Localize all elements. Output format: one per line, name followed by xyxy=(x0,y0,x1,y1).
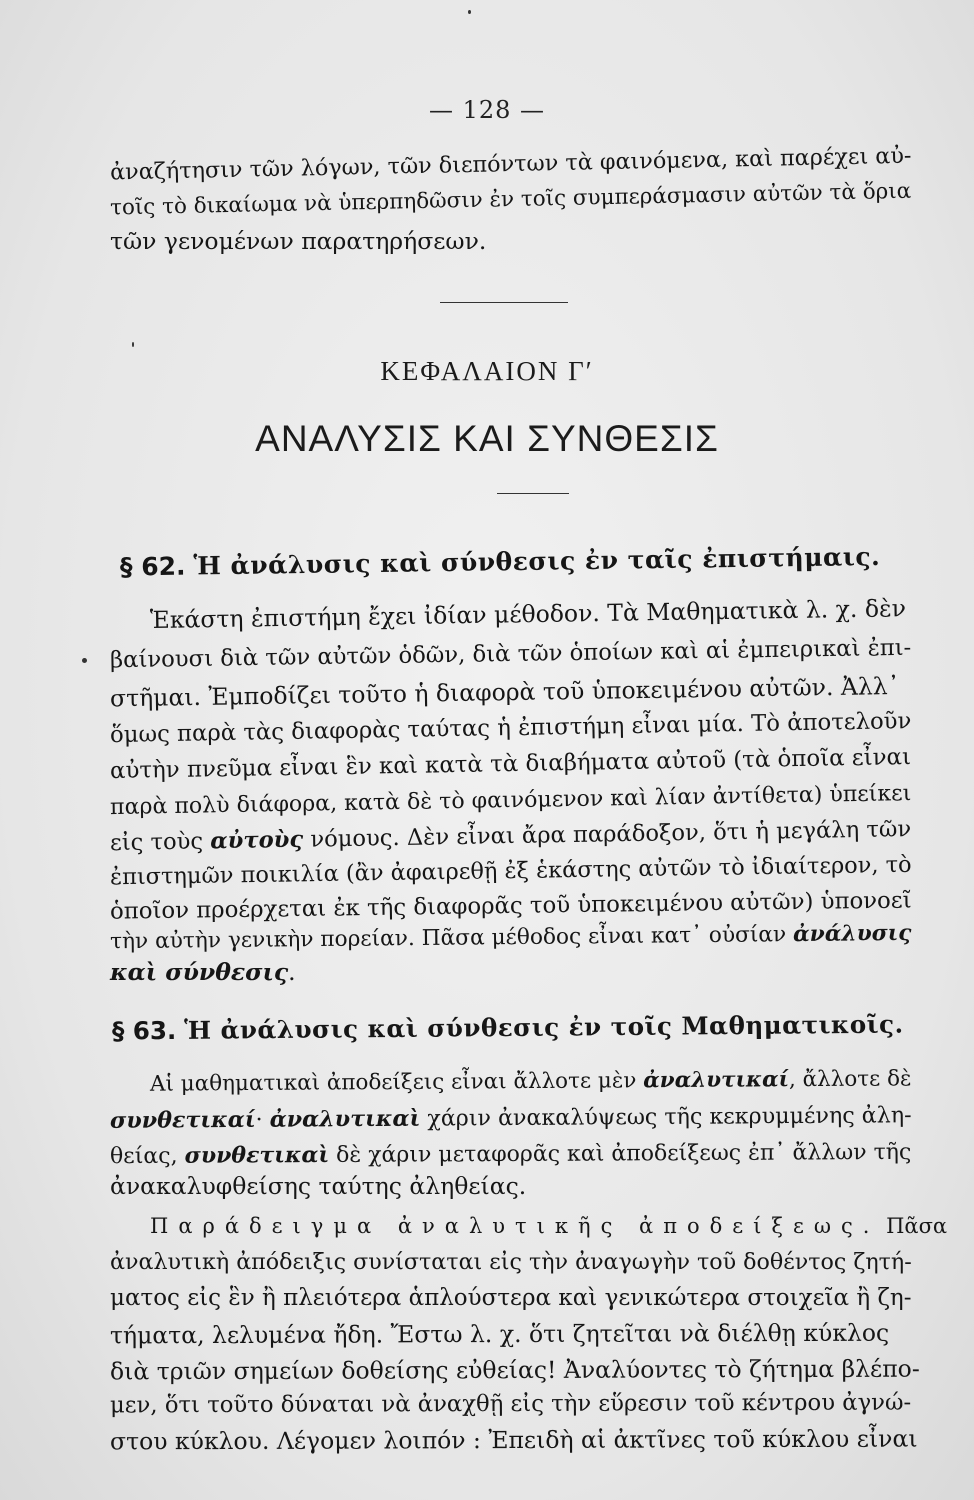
emphasis: καὶ σύνθεσις xyxy=(110,958,289,986)
s63-line-11: στου κύκλου. Λέγομεν λοιπόν : Ἐπειδὴ αἱ ἀκτῖνες τοῦ κύκλου εἶναι xyxy=(109,1424,918,1456)
s62-line-8: ἐπιστημῶν ποικιλία (ἂν ἀφαιρεθῇ ἐξ ἑκάστης αὐτῶν τὸ ἰδιαίτερον, τὸ xyxy=(109,851,912,891)
emphasis: συνθετικαί xyxy=(109,1106,256,1134)
s62-line-4: ὅμως παρὰ τὰς διαφορὰς ταύτας ἡ ἐπιστήμη εἶναι μία. Τὸ ἀποτελοῦν xyxy=(109,708,912,749)
print-speck xyxy=(468,10,471,14)
print-speck xyxy=(82,658,87,663)
s63-example-line: Παράδειγμα ἀναλυτικῆς ἀποδείξεως. Πᾶσα xyxy=(150,1214,948,1238)
page-number: — 128 — xyxy=(428,96,546,124)
intro-line-1: ἀναζήτησιν τῶν λόγων, τῶν διεπόντων τὰ φαινόμενα, καὶ παρέχει αὐ- xyxy=(109,142,912,186)
s62-line-3: στῆμαι. Ἐμποδίζει τοῦτο ἡ διαφορὰ τοῦ ὑποκειμένου αὐτῶν. Ἀλλ᾿ xyxy=(109,671,900,713)
s62-line-2: βαίνουσι διὰ τῶν αὐτῶν ὁδῶν, διὰ τῶν ὁποίων καὶ αἱ ἐμπειρικαὶ ἐπι- xyxy=(109,634,912,674)
divider xyxy=(440,302,568,303)
emphasis: ἀναλυτικαὶ xyxy=(269,1105,421,1133)
s63-line-2: συνθετικαί· ἀναλυτικαὶ χάριν ἀνακαλύψεως τῆς κεκρυμμένης ἀλη- xyxy=(109,1102,912,1134)
s63-line-8: τήματα, λελυμένα ἤδη. Ἔστω λ. χ. ὅτι ζητεῖται νὰ διέλθῃ κύκλος xyxy=(109,1318,890,1350)
section-number: § 62. xyxy=(119,551,186,582)
section-62-heading xyxy=(120,540,920,583)
s63-line-1: Αἱ μαθηματικαὶ ἀποδείξεις εἶναι ἄλλοτε μὲν ἀναλυτικαί, ἄλλοτε δὲ xyxy=(149,1066,912,1097)
s62-line-11: καὶ σύνθεσις. xyxy=(110,958,296,986)
section-title: Ἡ ἀνάλυσις καὶ σύνθεσις ἐν ταῖς ἐπιστήμαις. xyxy=(193,541,881,581)
s62-line-5: αὐτὴν πνεῦμα εἶναι ἓν καὶ κατὰ τὰ διαβήματα αὐτοῦ (τὰ ὁποῖα εἶναι xyxy=(109,744,912,785)
s62-line-10: τὴν αὐτὴν γενικὴν πορείαν. Πᾶσα μέθοδος εἶναι κατ᾿ οὐσίαν ἀνάλυσις xyxy=(109,920,912,955)
intro-line-3: τῶν γενομένων παρατηρήσεων. xyxy=(110,227,487,255)
s63-line-6: ἀναλυτικὴ ἀπόδειξις συνίσταται εἰς τὴν ἀναγωγὴν τοῦ δοθέντος ζητή- xyxy=(110,1249,912,1275)
s63-line-9: διὰ τριῶν σημείων δοθείσης εὐθείας! Ἀναλύοντες τὸ ζήτημα βλέπο- xyxy=(109,1354,920,1386)
s62-line-1: Ἑκάστη ἐπιστήμη ἔχει ἰδίαν μέθοδον. Τὰ Μαθηματικὰ λ. χ. δὲν xyxy=(149,594,907,635)
emphasis: αὐτοὺς xyxy=(210,826,304,855)
s63-line-10: μεν, ὅτι τοῦτο δύναται νὰ ἀναχθῇ εἰς τὴν εὕρεσιν τοῦ κέντρου ἀγνώ- xyxy=(109,1389,912,1419)
section-63-heading xyxy=(112,1009,912,1048)
section-number: § 63. xyxy=(111,1015,177,1046)
s63-line-7: ματος εἰς ἓν ἢ πλειότερα ἁπλούστερα καὶ γενικώτερα στοιχεῖα ἢ ζη- xyxy=(110,1285,912,1311)
intro-line-2: τοῖς τὸ δικαίωμα νὰ ὑπερπηδῶσιν ἐν τοῖς συμπεράσμασιν αὐτῶν τὰ ὅρια xyxy=(109,178,912,221)
divider xyxy=(497,493,569,494)
s62-line-6: παρὰ πολὺ διάφορα, κατὰ δὲ τὸ φαινόμενον καὶ λίαν ἀντίθετα) ὑπείκει xyxy=(109,780,912,821)
s62-line-9: ὁποῖον προέρχεται ἐκ τῆς διαφορᾶς τοῦ ὑποκειμένου αὐτῶν) ὑπονοεῖ xyxy=(109,887,912,925)
chapter-title: ΑΝΑΛΥΣΙΣ ΚΑΙ ΣΥΝΘΕΣΙΣ xyxy=(255,418,719,459)
s63-line-3: θείας, συνθετικαὶ δὲ χάριν μεταφορᾶς καὶ ἀποδείξεως ἐπ᾿ ἄλλων τῆς xyxy=(109,1139,912,1170)
s62-line-7: εἰς τοὺς αὐτοὺς νόμους. Δὲν εἶναι ἄρα παράδοξον, ὅτι ἡ μεγάλη τῶν xyxy=(109,816,912,857)
emphasis: συνθετικαὶ xyxy=(184,1141,330,1169)
example-heading: Παράδειγμα ἀναλυτικῆς ἀποδείξεως. xyxy=(150,1214,880,1238)
print-speck xyxy=(132,342,134,347)
chapter-label: ΚΕΦΑΛΑΙΟΝ Γʹ xyxy=(380,356,594,386)
emphasis: ἀναλυτικαί xyxy=(643,1067,790,1094)
emphasis: ἀνάλυσις xyxy=(792,920,912,948)
section-title: Ἡ ἀνάλυσις καὶ σύνθεσις ἐν τοῖς Μαθηματικοῖς. xyxy=(184,1009,904,1045)
s63-line-4: ἀνακαλυφθείσης ταύτης ἀληθείας. xyxy=(110,1172,527,1200)
